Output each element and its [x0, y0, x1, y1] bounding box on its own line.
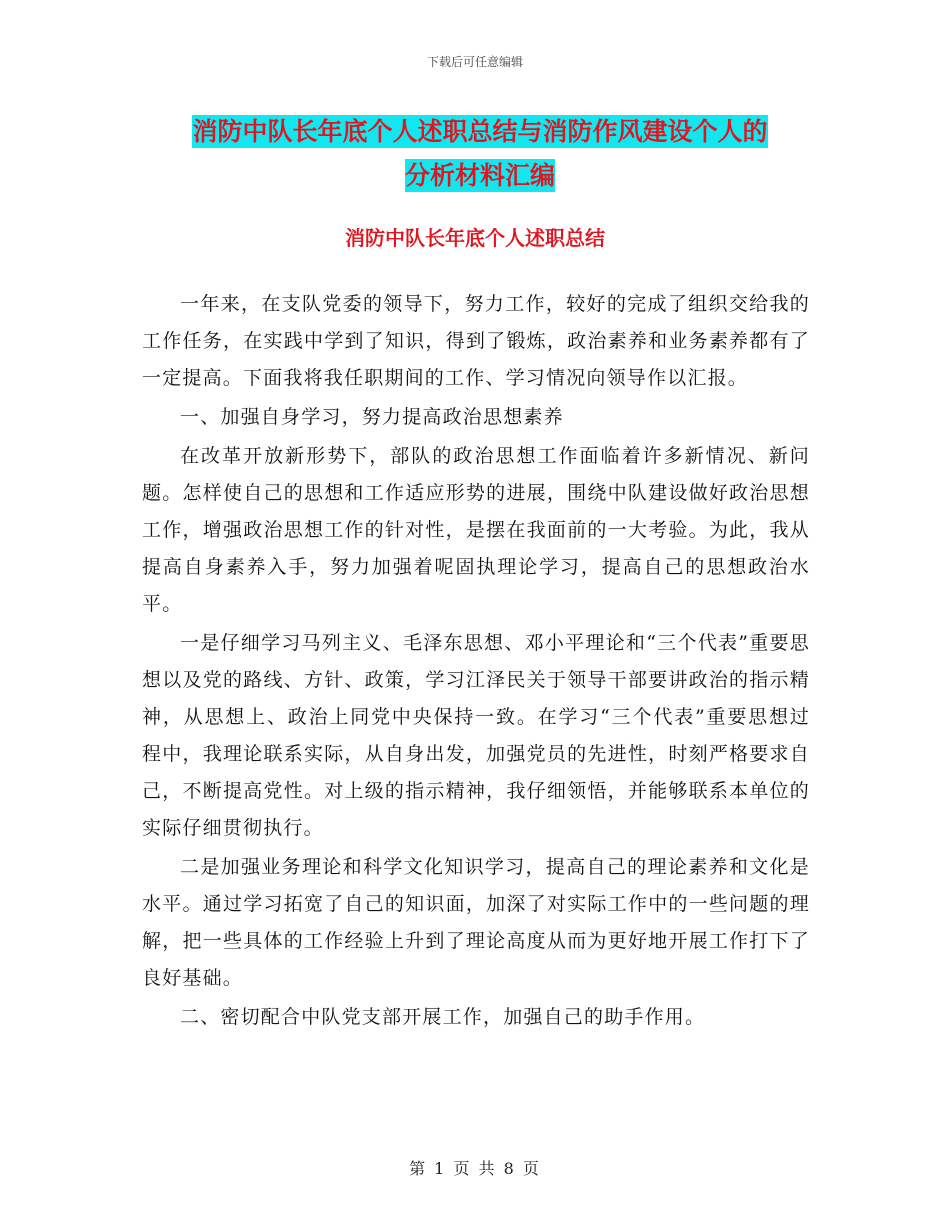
- document-title-line-1: 消防中队长年底个人述职总结与消防作风建设个人的: [192, 117, 768, 146]
- header-note: 下载后可任意编辑: [426, 55, 523, 69]
- paragraph-heading: 二、密切配合中队党支部开展工作，加强自己的助手作用。: [180, 1006, 706, 1028]
- document-title-line-2: 分析材料汇编: [404, 161, 555, 190]
- paragraph-heading: 一、加强自身学习，努力提高政治思想素养: [180, 406, 564, 428]
- section-title: 消防中队长年底个人述职总结: [345, 226, 605, 250]
- page-number: 第 1 页 共 8 页: [409, 1159, 541, 1178]
- body-text: [142, 286, 810, 1038]
- paragraph: 一是仔细学习马列主义、毛泽东思想、邓小平理论和“三个代表”重要思想以及党的路线、方针、政策，学习江泽民关于领导干部要讲政治的指示精神，从思想上、政治上同党中央保持一致。在学习“三个代表”重要思想过程中，我理论联系实际，从自身出发，加强党员的先进性，时刻严格要求自己，不断提高党性。对上级的指示精神，我仔细领悟，并能够联系本单位的实际仔细贯彻执行。: [142, 632, 810, 839]
- paragraph: 一年来，在支队党委的领导下，努力工作，较好的完成了组织交给我的工作任务，在实践中学到了知识，得到了锻炼，政治素养和业务素养都有了一定提高。下面我将我任职期间的工作、学习情况向领导作以汇报。: [142, 293, 810, 389]
- document-title: [140, 110, 820, 198]
- paragraph: 在改革开放新形势下，部队的政治思想工作面临着许多新情况、新问题。怎样使自己的思想和工作适应形势的进展，围绕中队建设做好政治思想工作，增强政治思想工作的针对性，是摆在我面前的一大考验。为此，我从提高自身素养入手，努力加强着呢固执理论学习，提高自己的思想政治水平。: [142, 445, 810, 615]
- paragraph: 二是加强业务理论和科学文化知识学习，提高自己的理论素养和文化是水平。通过学习拓宽了自己的知识面，加深了对实际工作中的一些问题的理解，把一些具体的工作经验上升到了理论高度从而为更好地开展工作打下了良好基础。: [142, 856, 810, 989]
